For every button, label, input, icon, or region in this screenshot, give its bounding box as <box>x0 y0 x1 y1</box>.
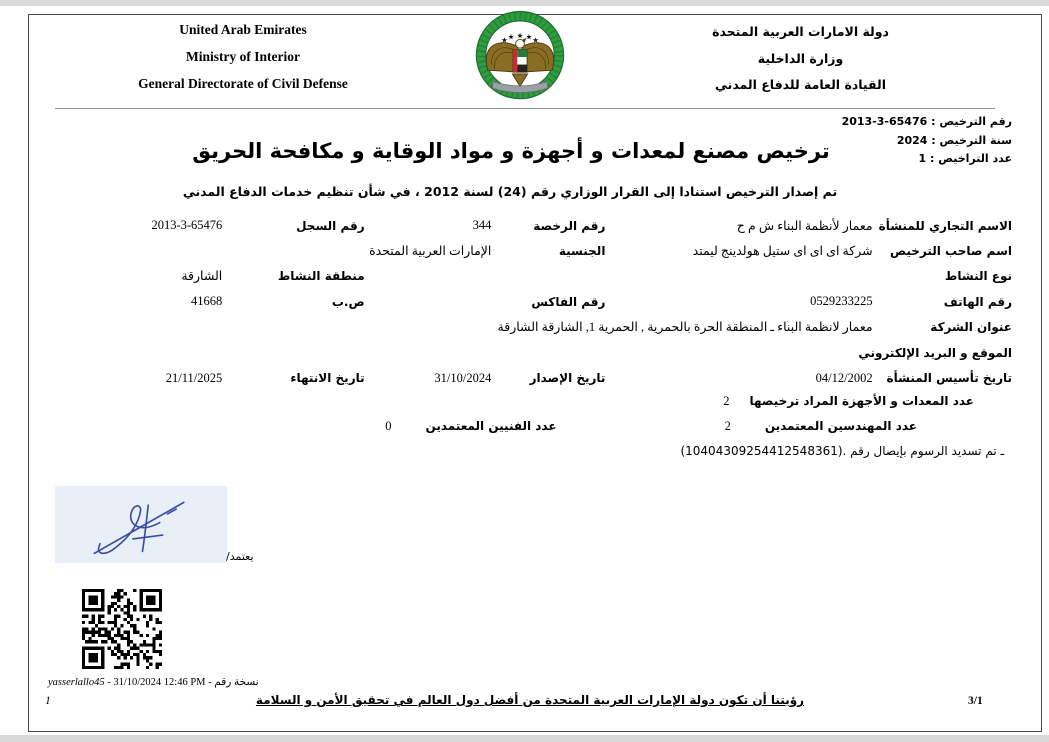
document-subtitle: تم إصدار الترخيص استنادا إلى القرار الوزاري رقم (24) لسنة 2012 ، في شأن تنظيم خدمات الدفاع المدني <box>182 184 838 199</box>
field-label: رقم السجل <box>296 218 365 233</box>
engineers-count-value: 2 <box>724 419 731 433</box>
qr-code-icon <box>82 589 162 669</box>
copy-sep-1: - <box>104 677 114 688</box>
header-english <box>118 16 368 97</box>
header-arabic <box>688 19 913 99</box>
header-divider <box>55 108 995 109</box>
field-label: تاريخ الإصدار <box>529 371 606 386</box>
technicians-count-label: عدد الفنيين المعتمدين <box>425 419 557 433</box>
fee-receipt-note: ـ تم تسديد الرسوم بإيصال رقم .(10404309254412548361) <box>680 444 1004 458</box>
header-ar-line-1: دولة الامارات العربية المتحدة <box>712 24 889 39</box>
license-number-line: رقم الترخيص : 65476-3-2013 <box>841 115 1012 128</box>
license-year-line: سنة الترخيص : 2024 <box>896 133 1012 147</box>
footer-page-number-left: 1 <box>45 695 51 707</box>
moi-falcon-emblem-icon <box>468 7 572 107</box>
field-value: معمار لانظمة البناء ـ المنطقة الحرة بالحمرية , الحمرية 1, الشارقة الشارقة <box>497 320 873 335</box>
field-label: اسم صاحب الترخيص <box>889 244 1012 259</box>
field-label: ص.ب <box>331 294 365 309</box>
field-label: نوع النشاط <box>944 269 1012 284</box>
handwritten-signature-icon <box>55 486 227 563</box>
copy-datetime: 31/10/2024 12:46 PM <box>113 677 206 688</box>
field-value: شركة اى اى اى ستيل هولدينج ليمتد <box>692 244 873 259</box>
field-label: الاسم التجاري للمنشأة <box>878 218 1012 233</box>
field-value: 41668 <box>191 294 223 309</box>
equipment-count-value: 2 <box>723 394 730 408</box>
field-label: رقم الفاكس <box>531 294 606 309</box>
field-value: 31/10/2024 <box>434 370 492 385</box>
engineers-count-label: عدد المهندسين المعتمدين <box>764 419 917 433</box>
engineers-technicians-row <box>37 419 1012 434</box>
footer-vision-statement: رؤيتنا أن تكون دولة الإمارات العربية المتحدة من أفضل دول العالم في تحقيق الأمن و السلامة <box>255 693 805 707</box>
document-title: ترخيص مصنع لمعدات و أجهزة و مواد الوقاية و مكافحة الحريق <box>192 139 830 163</box>
field-label: رقم الرخصة <box>533 218 606 233</box>
equipment-count-row <box>37 394 1012 409</box>
copy-stamp-line <box>48 676 259 688</box>
copy-sep-2: - <box>205 677 215 688</box>
header-ar-line-3: القيادة العامة للدفاع المدني <box>714 77 887 92</box>
field-value: 0529233225 <box>810 294 873 309</box>
field-value: 344 <box>472 218 492 233</box>
header-en-line-3: General Directorate of Civil Defense <box>138 76 348 91</box>
field-label: عنوان الشركة <box>930 320 1012 335</box>
license-count-line: عدد التراخيص : 1 <box>918 152 1012 165</box>
signature-image <box>55 486 227 563</box>
page-top-strip <box>0 0 1049 6</box>
header-ar-line-2: وزارة الداخلية <box>757 50 844 66</box>
header-en-line-1: United Arab Emirates <box>179 22 307 37</box>
field-value: 04/12/2002 <box>815 370 873 385</box>
field-value: 21/11/2025 <box>165 370 223 385</box>
equipment-count-label: عدد المعدات و الأجهزة المراد ترخيصها <box>749 394 974 408</box>
page-bottom-strip <box>0 735 1049 742</box>
field-label: الجنسية <box>558 244 606 259</box>
field-value: الشارقة <box>181 269 223 284</box>
license-meta-block <box>842 113 1012 169</box>
field-label: منطقة النشاط <box>277 269 365 284</box>
approval-label: يعتمد/ <box>226 550 254 563</box>
field-label: تاريخ الانتهاء <box>290 371 365 386</box>
footer-page-number-right: 3/1 <box>968 695 983 707</box>
license-fields-grid <box>37 213 1012 391</box>
field-label: رقم الهاتف <box>943 294 1012 309</box>
field-value: معمار لأنظمة البناء ش م ح <box>736 218 873 233</box>
header-en-line-2: Ministry of Interior <box>186 49 300 64</box>
copy-user: yasserlallo45 <box>48 677 105 688</box>
field-label: تاريخ تأسيس المنشأة <box>886 371 1012 386</box>
technicians-count-value: 0 <box>385 419 392 433</box>
copy-label: نسخة رقم <box>214 677 259 688</box>
field-label: الموقع و البريد الإلكتروني <box>858 345 1012 360</box>
field-value: 2013-3-65476 <box>151 218 223 233</box>
field-value: الإمارات العربية المتحدة <box>369 244 492 259</box>
